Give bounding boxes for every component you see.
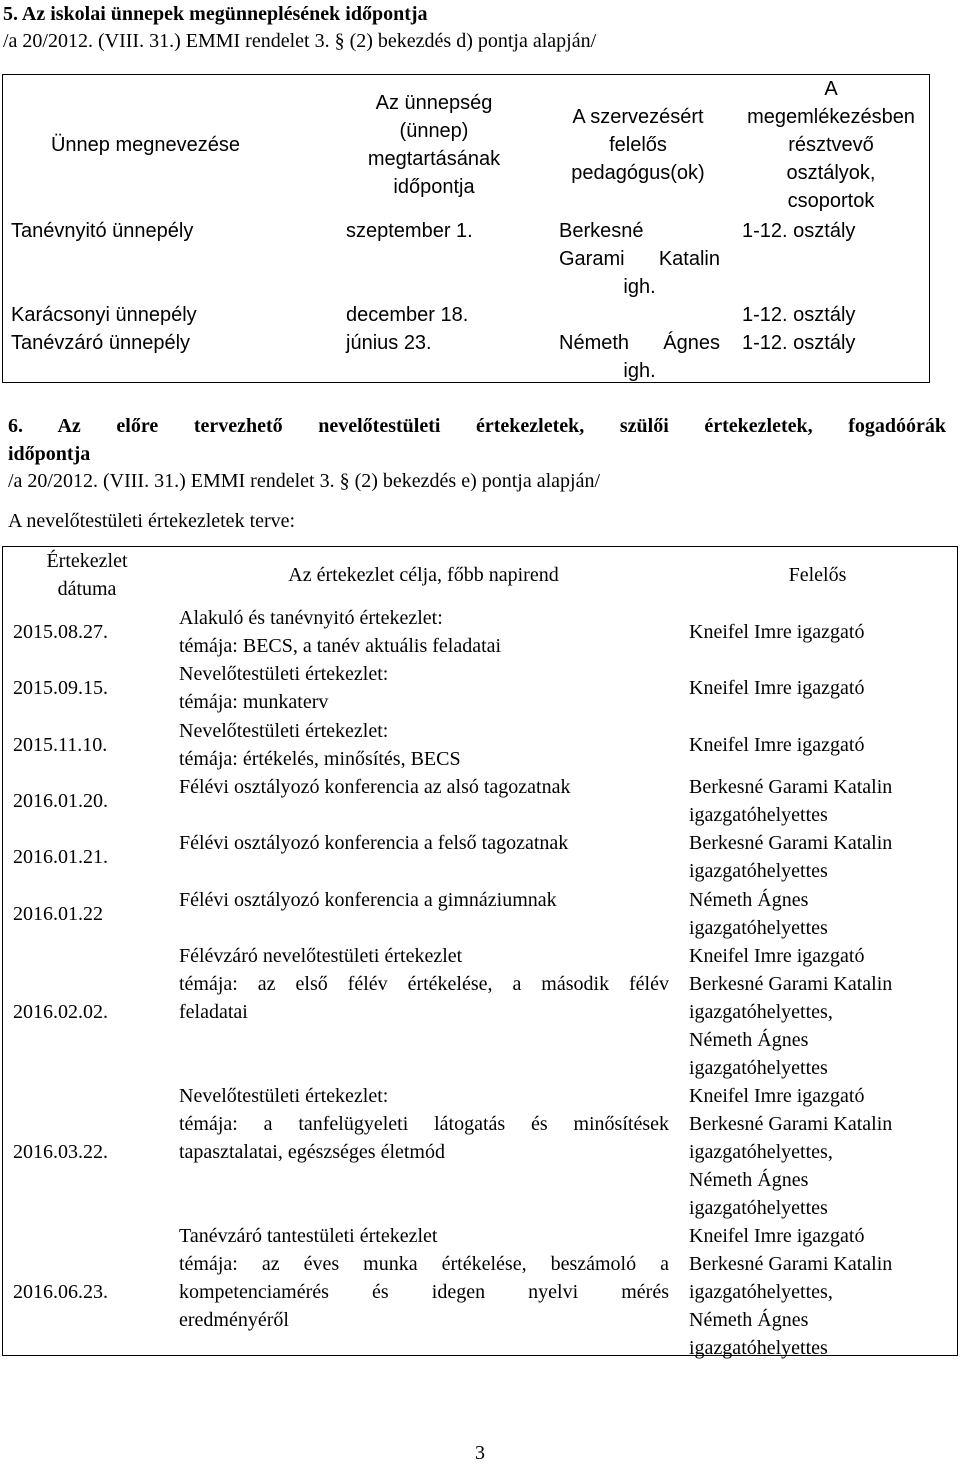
header-classes-l1: A: [824, 78, 838, 100]
meeting-responsible-line: igazgatóhelyettes: [689, 1057, 828, 1079]
meeting-responsible-line: igazgatóhelyettes,: [689, 1001, 833, 1023]
meeting-topic-line: Nevelőtestületi értekezlet:: [179, 720, 389, 742]
header-celebration-name: Ünnep megnevezése: [50, 134, 240, 156]
meeting-responsible-line: Berkesné Garami Katalin: [689, 776, 893, 798]
meeting-topic-line: témája: az éves munka értékelése, beszámoló a: [179, 1253, 669, 1275]
meeting-topic-line: témája: az első félév értékelése, a második félév: [179, 973, 669, 995]
celebrations-table: [2, 74, 930, 383]
meeting-responsible-line: igazgatóhelyettes,: [689, 1141, 833, 1163]
meeting-responsible-line: Kneifel Imre igazgató: [689, 1225, 865, 1247]
row3-organizer-l1: Németh Ágnes: [559, 332, 720, 354]
meeting-topic-line: Tanévzáró tantestületi értekezlet: [179, 1225, 438, 1247]
row1-organizer-l2: Garami Katalin: [559, 248, 720, 270]
meeting-responsible-line: igazgatóhelyettes: [689, 860, 828, 882]
meeting-responsible-line: Berkesné Garami Katalin: [689, 973, 893, 995]
row1-classes: 1-12. osztály: [742, 220, 856, 242]
header-organizer-l3: pedagógus(ok): [571, 162, 705, 184]
row2-date: december 18.: [346, 304, 469, 326]
header-date-l2: (ünnep): [399, 120, 469, 142]
meeting-responsible-line: Németh Ágnes: [689, 889, 809, 911]
header-classes-l5: csoportok: [787, 190, 875, 212]
meeting-topic-line: feladatai: [179, 1001, 248, 1023]
row1-date: szeptember 1.: [346, 220, 473, 242]
meeting-topic-line: témája: a tanfelügyeleti látogatás és minősítések: [179, 1113, 669, 1135]
meeting-responsible-line: Berkesné Garami Katalin: [689, 832, 893, 854]
meeting-topic-line: témája: munkaterv: [179, 691, 329, 713]
meeting-topic-line: témája: értékelés, minősítés, BECS: [179, 748, 461, 770]
row3-organizer-l2: igh.: [623, 360, 656, 382]
section-6-intro: A nevelőtestületi értekezletek terve:: [8, 510, 296, 532]
meeting-topic-line: Alakuló és tanévnyitó értekezlet:: [179, 607, 443, 629]
row2-classes: 1-12. osztály: [742, 304, 856, 326]
meeting-responsible-line: Berkesné Garami Katalin: [689, 1113, 893, 1135]
meeting-topic-line: kompetenciamérés és idegen nyelvi mérés: [179, 1281, 669, 1303]
meeting-responsible-line: igazgatóhelyettes: [689, 804, 828, 826]
page-number: 3: [475, 1442, 485, 1464]
row3-name: Tanévzáró ünnepély: [11, 332, 191, 354]
header-meeting-date-l2: dátuma: [57, 578, 117, 600]
row1-organizer-l3: igh.: [623, 276, 656, 298]
meeting-responsible-line: Németh Ágnes: [689, 1169, 809, 1191]
header-organizer-l1: A szervezésért: [572, 106, 704, 128]
section-5-subtitle: /a 20/2012. (VIII. 31.) EMMI rendelet 3. § (2) bekezdés d) pontja alapján/: [3, 30, 597, 52]
meeting-responsible-line: Berkesné Garami Katalin: [689, 1253, 893, 1275]
header-meeting-responsible: Felelős: [788, 564, 847, 586]
meeting-date: 2016.06.23.: [13, 1281, 108, 1303]
header-classes-l3: résztvevő: [788, 134, 874, 156]
section-6-subtitle: /a 20/2012. (VIII. 31.) EMMI rendelet 3. § (2) bekezdés e) pontja alapján/: [8, 470, 601, 492]
meeting-topic-line: témája: BECS, a tanév aktuális feladatai: [179, 635, 502, 657]
header-date-l1: Az ünnepség: [375, 92, 493, 114]
meeting-date: 2015.09.15.: [13, 677, 108, 699]
meeting-date: 2016.03.22.: [13, 1141, 108, 1163]
meeting-topic-line: Nevelőtestületi értekezlet:: [179, 663, 389, 685]
header-classes-l4: osztályok,: [786, 162, 876, 184]
meeting-date: 2015.08.27.: [13, 621, 108, 643]
meeting-topic-line: Félévi osztályozó konferencia a gimnáziumnak: [179, 889, 557, 911]
meeting-responsible-line: Kneifel Imre igazgató: [689, 945, 865, 967]
meeting-responsible-line: Kneifel Imre igazgató: [689, 1085, 865, 1107]
meeting-topic-line: Nevelőtestületi értekezlet:: [179, 1085, 389, 1107]
row2-name: Karácsonyi ünnepély: [11, 304, 197, 326]
meeting-responsible-line: Németh Ágnes: [689, 1029, 809, 1051]
meeting-date: 2016.02.02.: [13, 1001, 108, 1023]
section-6-title-l2: időpontja: [8, 443, 91, 465]
meeting-topic-line: eredményéről: [179, 1309, 289, 1331]
meeting-responsible-line: igazgatóhelyettes: [689, 917, 828, 939]
meeting-responsible-line: igazgatóhelyettes,: [689, 1281, 833, 1303]
header-organizer-l2: felelős: [609, 134, 667, 156]
header-date-l4: időpontja: [393, 176, 475, 198]
meeting-topic-line: Félévzáró nevelőtestületi értekezlet: [179, 945, 463, 967]
header-date-l3: megtartásának: [367, 148, 501, 170]
header-meeting-date-l1: Értekezlet: [46, 550, 128, 572]
section-5-title: 5. Az iskolai ünnepek megünneplésének időpontja: [3, 3, 428, 25]
meeting-responsible-line: igazgatóhelyettes: [689, 1337, 828, 1359]
meeting-date: 2016.01.22: [13, 903, 103, 925]
meeting-date: 2016.01.20.: [13, 790, 108, 812]
meetings-table: [2, 546, 958, 1359]
meeting-responsible-line: igazgatóhelyettes: [689, 1197, 828, 1219]
section-6-title-l1: 6. Az előre tervezhető nevelőtestületi értekezletek, szülői értekezletek, fogadóórák: [8, 415, 946, 437]
meeting-date: 2015.11.10.: [13, 734, 108, 756]
header-meeting-topic: Az értekezlet célja, főbb napirend: [288, 564, 559, 586]
row1-organizer-l1: Berkesné: [559, 220, 644, 242]
row3-classes: 1-12. osztály: [742, 332, 856, 354]
row3-date: június 23.: [346, 332, 432, 354]
meeting-topic-line: Félévi osztályozó konferencia az alsó tagozatnak: [179, 776, 571, 798]
meeting-topic-line: tapasztalatai, egészséges életmód: [179, 1141, 445, 1163]
meeting-responsible-line: Kneifel Imre igazgató: [689, 734, 865, 756]
meeting-date: 2016.01.21.: [13, 846, 108, 868]
meeting-responsible-line: Kneifel Imre igazgató: [689, 621, 865, 643]
meeting-responsible-line: Németh Ágnes: [689, 1309, 809, 1331]
meeting-responsible-line: Kneifel Imre igazgató: [689, 677, 865, 699]
row1-name: Tanévnyitó ünnepély: [11, 220, 194, 242]
meeting-topic-line: Félévi osztályozó konferencia a felső tagozatnak: [179, 832, 569, 854]
header-classes-l2: megemlékezésben: [747, 106, 915, 128]
